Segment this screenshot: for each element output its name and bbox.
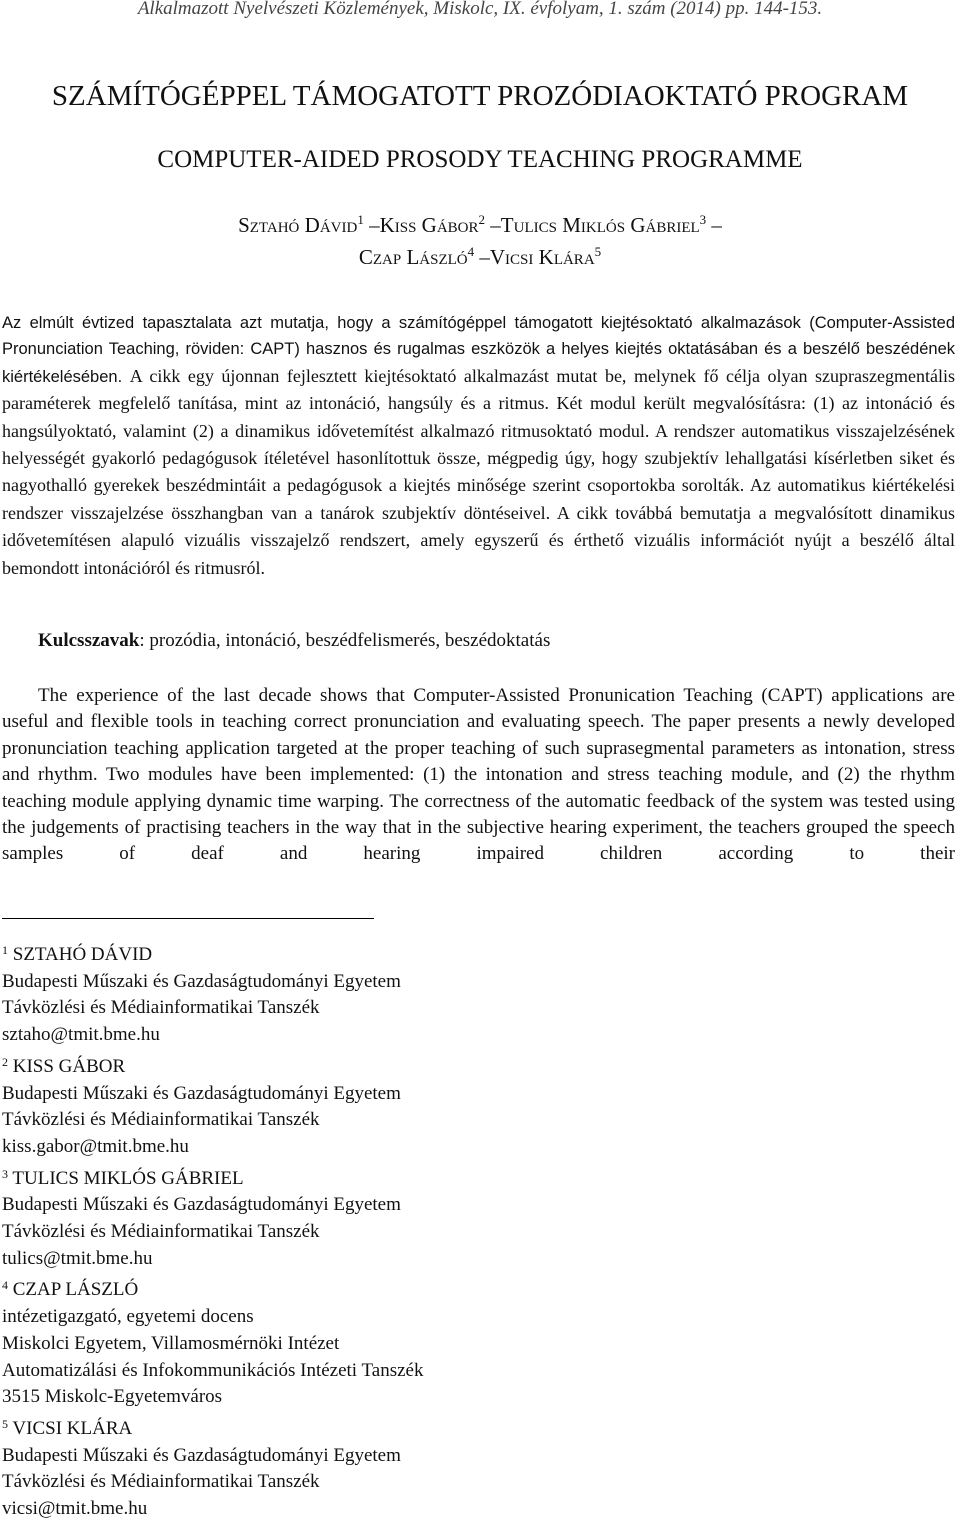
abstract-hungarian — [2, 310, 955, 582]
author-3: TULICS MIKLÓS GÁBRIEL$^3$ — [500, 212, 707, 237]
author-separator: – — [490, 213, 501, 237]
footnote-line: Budapesti Műszaki és Gazdaságtudományi Egyetem — [2, 1444, 401, 1466]
keywords-text: : prozódia, intonáció, beszédfelismerés, beszédoktatás — [139, 630, 551, 651]
author-2: KISS GÁBOR$^2$ — [379, 212, 486, 237]
footnote-line: Budapesti Műszaki és Gazdaságtudományi Egyetem — [2, 1194, 401, 1216]
abstract-en-text: The experience of the last decade shows that Computer-Assisted Pronunication Teaching (CAPT) applications are useful and flexible tools in teaching correct pronunciation and evaluating speech. The paper presents a newly developed pronunciation teaching application targeted at the proper teaching of such suprasegmental parameters as intonation, stress and rhythm. Two modules have been implemented: (1) the intonation and stress teaching module, and (2) the rhythm teaching module applying dynamic time warping. The correctness of the automatic feedback of the system was tested using the judgements of practising teachers in the way that in the subjective hearing experiment, the teachers grouped the speech samples of deaf and hearing impaired children according to their — [2, 685, 955, 865]
abstract-hu-serif-text: A cikk egy újonnan fejlesztett kiejtésoktató alkalmazást mutat be, melynek fő célja olyan szupraszegmentális paraméterek megfelelő tanítása, mint az intonáció, hangsúly és a ritmus. Két modul került megvalósításra: (1) az intonáció és hangsúlyoktató, valamint (2) a dinamikus idővetemítést alkalmazó ritmusoktató modul. A rendszer automatikus visszajelzésének helyességét gyakorló pedagógusok ítéletével hasonlítottuk össze, mégpedig úgy, hogy szubjektív lehallgatási kísérletben siket és nagyothalló gyerekek beszédmintáit a pedagógusok a kiejtés minősége szerint csoportokba sorolták. Az automatikus kiértékelési rendszer visszajelzése összhangban van a tanárok szubjektív döntéseivel. A cikk továbbá bemutatja a megvalósított dinamikus idővetemítésen alapuló vizuális visszajelző rendszert, amely egyszerű és érthető vizuális információt nyújt a beszélő által bemondott intonációról és ritmusról. — [2, 365, 955, 578]
title-hungarian: SZÁMÍTÓGÉPPEL TÁMOGATOTT PROZÓDIAOKTATÓ PROGRAM — [51, 80, 909, 112]
author-separator: – — [479, 245, 490, 269]
journal-header: Alkalmazott Nyelvészeti Közlemények, Miskolc, IX. évfolyam, 1. szám (2014) pp. 144-153. — [137, 0, 823, 19]
footnote-divider — [2, 918, 374, 919]
author-separator: – — [711, 213, 722, 237]
footnote-4: $^4$ CZAP LÁSZLÓ — [2, 1278, 139, 1301]
author-separator: – — [369, 213, 380, 237]
footnote-email: sztaho@tmit.bme.hu — [2, 1024, 160, 1046]
footnote-line: Távközlési és Médiainformatikai Tanszék — [2, 1471, 320, 1493]
footnote-line: Távközlési és Médiainformatikai Tanszék — [2, 1221, 320, 1243]
footnote-1: $^1$ SZTAHÓ DÁVID — [2, 943, 153, 965]
footnote-5: $^5$ VICSI KLÁRA — [2, 1416, 133, 1439]
footnote-email: tulics@tmit.bme.hu — [2, 1247, 153, 1269]
footnote-line: Távközlési és Médiainformatikai Tanszék — [2, 1109, 320, 1131]
author-5: VICSI KLÁRA$^5$ — [489, 244, 602, 269]
footnote-3: $^3$ TULICS MIKLÓS GÁBRIEL — [2, 1166, 244, 1189]
footnote-line: 3515 Miskolc-Egyetemváros — [2, 1386, 223, 1408]
footnote-line: intézetigazgató, egyetemi docens — [2, 1306, 254, 1328]
authors-line-1 — [0, 212, 960, 238]
author-4: CZAP LÁSZLÓ$^4$ — [358, 244, 475, 269]
title-english: COMPUTER-AIDED PROSODY TEACHING PROGRAMME — [157, 146, 803, 173]
footnote-line: Budapesti Műszaki és Gazdaságtudományi Egyetem — [2, 1082, 401, 1104]
keywords-label: Kulcsszavak — [38, 630, 140, 651]
authors-line-2 — [0, 244, 960, 270]
keywords — [0, 630, 955, 652]
footnote-line: Budapesti Műszaki és Gazdaságtudományi Egyetem — [2, 970, 401, 992]
abstract-english — [2, 683, 955, 868]
author-1: SZTAHÓ DÁVID$^1$ — [238, 212, 364, 237]
footnote-email: vicsi@tmit.bme.hu — [2, 1498, 148, 1520]
footnote-line: Miskolci Egyetem, Villamosmérnöki Intézet — [2, 1332, 340, 1354]
footnote-line: Automatizálási és Infokommunikációs Intézeti Tanszék — [2, 1359, 424, 1381]
footnotes — [2, 937, 423, 1523]
footnote-email: kiss.gabor@tmit.bme.hu — [2, 1135, 189, 1157]
footnote-line: Távközlési és Médiainformatikai Tanszék — [2, 997, 320, 1019]
footnote-2: $^2$ KISS GÁBOR — [2, 1054, 126, 1077]
abstract-hu-sans-text: Az elmúlt évtized tapasztalata azt mutatja, hogy a számítógéppel támogatott kiejtésoktató alkalmazások (Computer-Assisted Pronunciation Teaching, röviden: CAPT) hasznos és rugalmas eszközök a helyes kiejtés oktatásában és a beszélő beszédének kiértékelésében. — [2, 314, 955, 386]
